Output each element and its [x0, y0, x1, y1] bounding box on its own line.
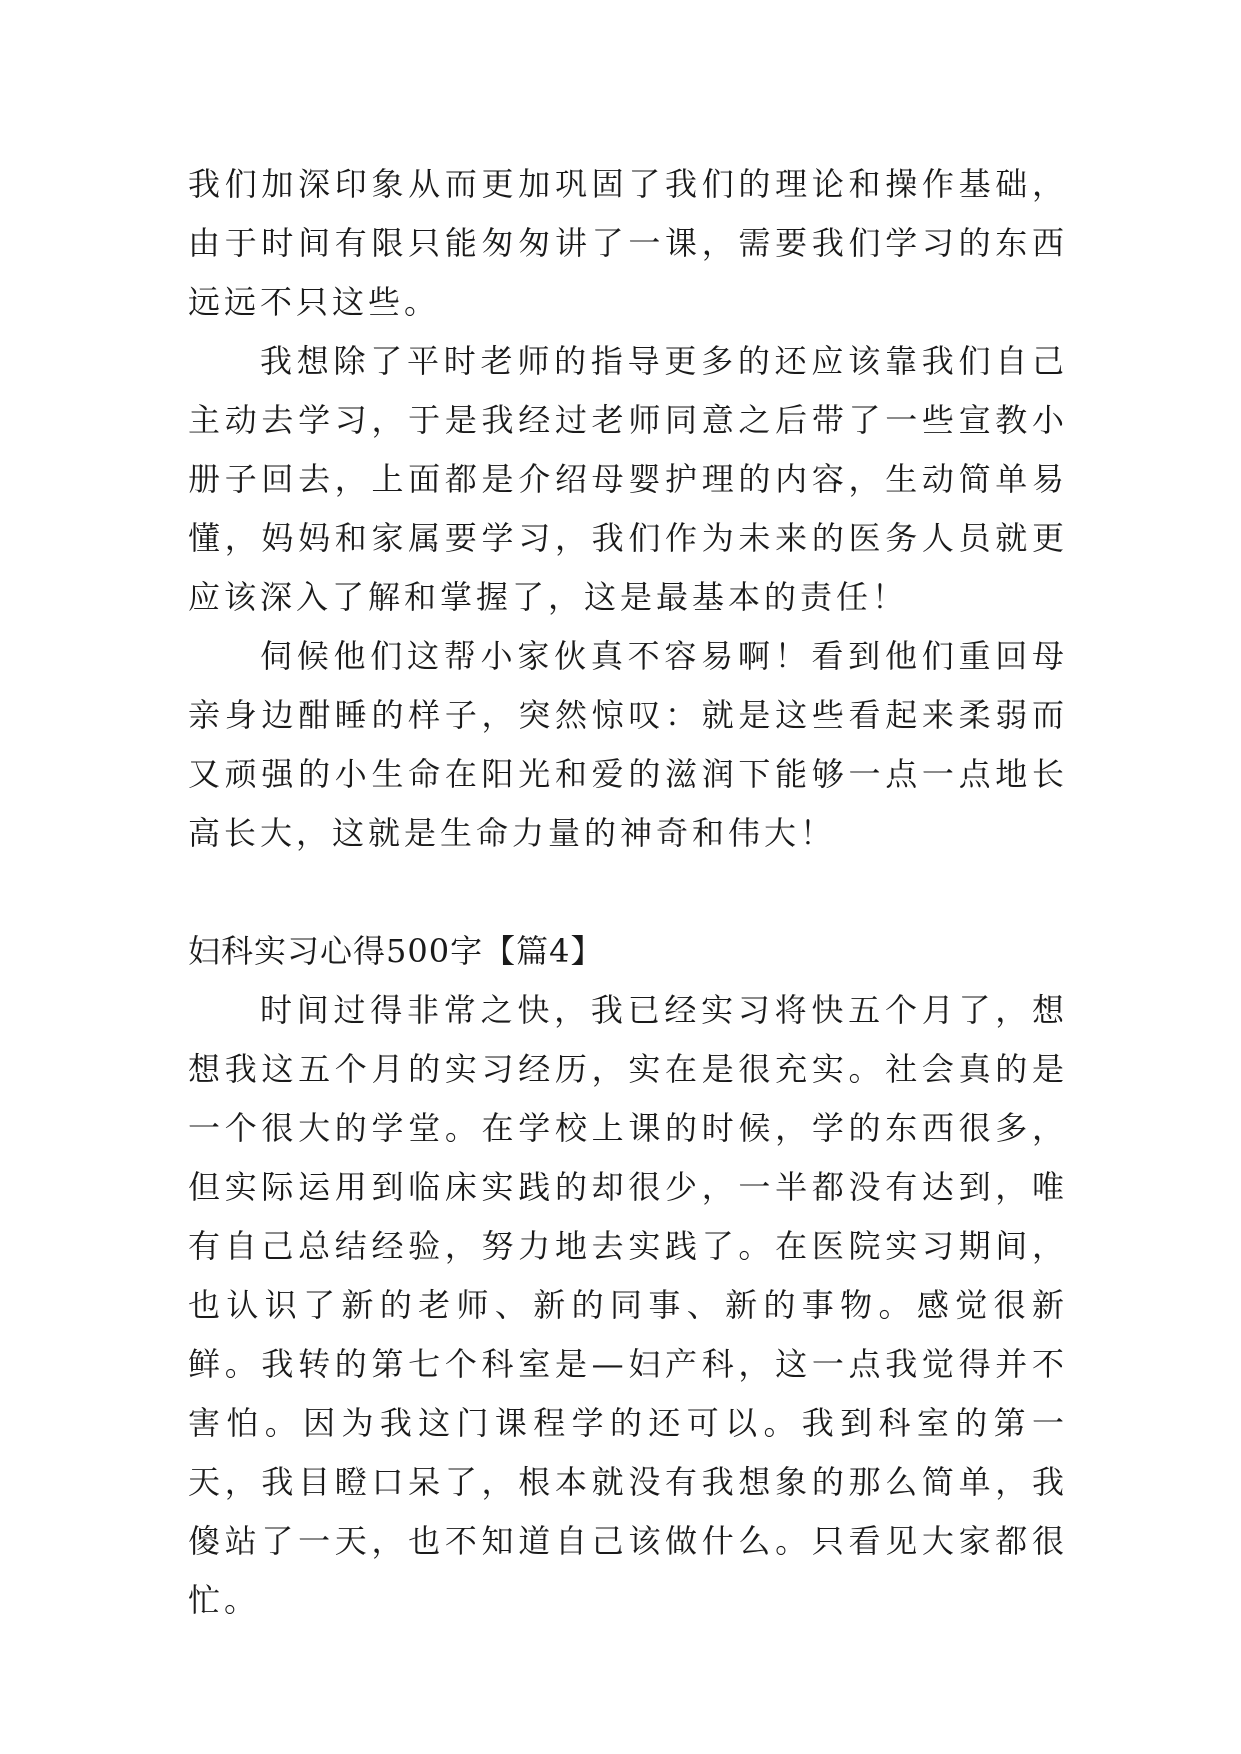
paragraph-self-study: 我想除了平时老师的指导更多的还应该靠我们自己主动去学习，于是我经过老师同意之后带了一些宣教小册子回去，上面都是介绍母婴护理的内容，生动简单易懂，妈妈和家属要学习，我们作为未来的医务人员就更应该深入了解和掌握了，这是最基本的责任！ — [188, 342, 1068, 616]
paragraph-newborns: 伺候他们这帮小家伙真不容易啊！看到他们重回母亲身边酣睡的样子，突然惊叹：就是这些看起来柔弱而又顽强的小生命在阳光和爱的滋润下能够一点一点地长高长大，这就是生命力量的神奇和伟大！ — [188, 637, 1068, 852]
paragraph-continuation: 我们加深印象从而更加巩固了我们的理论和操作基础，由于时间有限只能匆匆讲了一课，需要我们学习的东西远远不只这些。 — [188, 165, 1068, 321]
paragraph-internship: 时间过得非常之快，我已经实习将快五个月了，想想我这五个月的实习经历，实在是很充实。社会真的是一个很大的学堂。在学校上课的时候，学的东西很多，但实际运用到临床实践的却很少，一半都没有达到，唯有自己总结经验，努力地去实践了。在医院实习期间，也认识了新的老师、新的同事、新的事物。感觉很新鲜。我转的第七个科室是—妇产科，这一点我觉得并不害怕。因为我这门课程学的还可以。我到科室的第一天，我目瞪口呆了，根本就没有我想象的那么简单，我傻站了一天，也不知道自己该做什么。只看见大家都很忙。 — [188, 991, 1068, 1619]
document-body — [188, 155, 1068, 1630]
section-heading: 妇科实习心得500字【篇4】 — [188, 932, 604, 970]
